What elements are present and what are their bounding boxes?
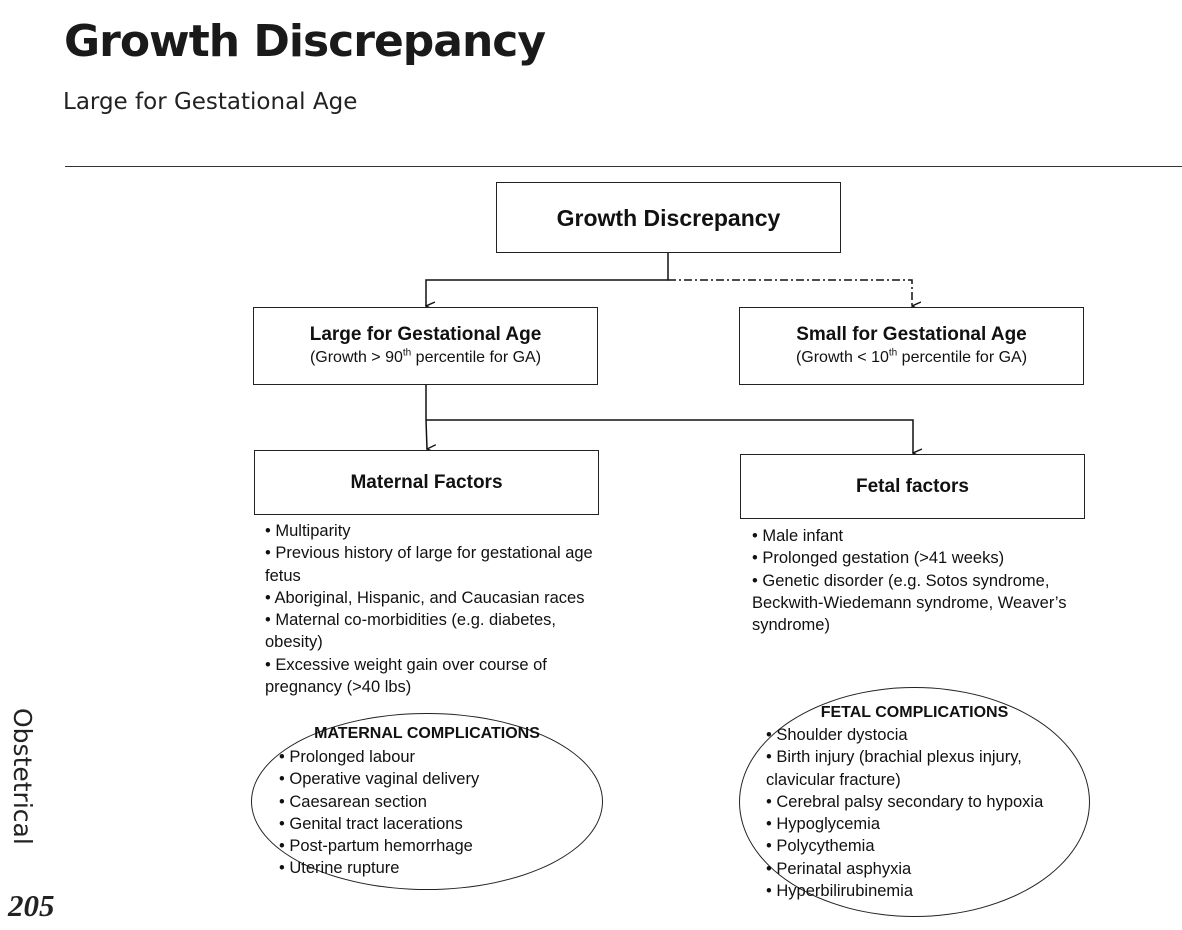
maternal-factors-node bbox=[254, 450, 599, 515]
list-item: • Multiparity bbox=[265, 520, 595, 542]
list-item: • Genetic disorder (e.g. Sotos syndrome, Beckwith-Wiedemann syndrome, Weaver’s syndrome) bbox=[752, 570, 1072, 637]
page-subtitle: Large for Gestational Age bbox=[63, 89, 358, 115]
list-item: • Genital tract lacerations bbox=[279, 813, 579, 835]
list-item: • Uterine rupture bbox=[279, 857, 579, 879]
root-node bbox=[496, 182, 841, 253]
list-item: • Prolonged gestation (>41 weeks) bbox=[752, 547, 1072, 569]
page-title: Growth Discrepancy bbox=[64, 16, 546, 67]
sga-node bbox=[739, 307, 1084, 385]
list-item: • Aboriginal, Hispanic, and Caucasian races bbox=[265, 587, 595, 609]
maternal-factors-title: Maternal Factors bbox=[350, 471, 503, 493]
lga-criteria-prefix: (Growth > 90 bbox=[309, 349, 403, 366]
fetal-factors-list bbox=[752, 525, 1072, 636]
fetal-factors-node bbox=[740, 454, 1085, 519]
list-item: • Male infant bbox=[752, 525, 1072, 547]
lga-to-fetal-connector bbox=[426, 420, 913, 453]
lga-to-maternal-connector bbox=[426, 385, 427, 449]
lga-criteria-sup: th bbox=[402, 347, 412, 359]
lga-title: Large for Gestational Age bbox=[309, 324, 542, 345]
section-side-label: Obstetrical bbox=[8, 708, 37, 845]
list-item: • Operative vaginal delivery bbox=[279, 768, 579, 790]
sga-criteria-prefix: (Growth < 10 bbox=[795, 349, 889, 366]
list-item: • Cerebral palsy secondary to hypoxia bbox=[766, 791, 1066, 813]
list-item: • Polycythemia bbox=[766, 835, 1066, 857]
list-item: • Perinatal asphyxia bbox=[766, 858, 1066, 880]
list-item: • Shoulder dystocia bbox=[766, 724, 1066, 746]
list-item: • Birth injury (brachial plexus injury, clavicular fracture) bbox=[766, 746, 1066, 791]
sga-criteria bbox=[796, 347, 1027, 369]
root-to-lga-connector bbox=[426, 253, 668, 306]
list-item: • Hyperbilirubinemia bbox=[766, 880, 1066, 902]
sga-title: Small for Gestational Age bbox=[796, 324, 1027, 345]
fetal-complications-title: FETAL COMPLICATIONS bbox=[820, 704, 1009, 721]
maternal-complications-title: MATERNAL COMPLICATIONS bbox=[314, 725, 540, 742]
root-node-label: Growth Discrepancy bbox=[556, 204, 781, 231]
list-item: • Excessive weight gain over course of pregnancy (>40 lbs) bbox=[265, 654, 595, 699]
lga-criteria-suffix: percentile for GA) bbox=[411, 349, 542, 366]
list-item: • Prolonged labour bbox=[279, 746, 579, 768]
list-item: • Post-partum hemorrhage bbox=[279, 835, 579, 857]
list-item: • Hypoglycemia bbox=[766, 813, 1066, 835]
sga-criteria-suffix: percentile for GA) bbox=[897, 349, 1028, 366]
sga-criteria-sup: th bbox=[888, 347, 898, 359]
maternal-complications-list bbox=[279, 746, 579, 880]
lga-criteria bbox=[310, 347, 541, 369]
list-item: • Caesarean section bbox=[279, 791, 579, 813]
fetal-factors-title: Fetal factors bbox=[856, 475, 969, 497]
root-to-sga-connector bbox=[668, 280, 912, 306]
list-item: • Maternal co-morbidities (e.g. diabetes, obesity) bbox=[265, 609, 595, 654]
fetal-complications-list bbox=[766, 724, 1066, 902]
list-item: • Previous history of large for gestational age fetus bbox=[265, 542, 595, 587]
lga-node bbox=[253, 307, 598, 385]
page-number: 205 bbox=[8, 888, 55, 923]
maternal-factors-list bbox=[265, 520, 595, 698]
